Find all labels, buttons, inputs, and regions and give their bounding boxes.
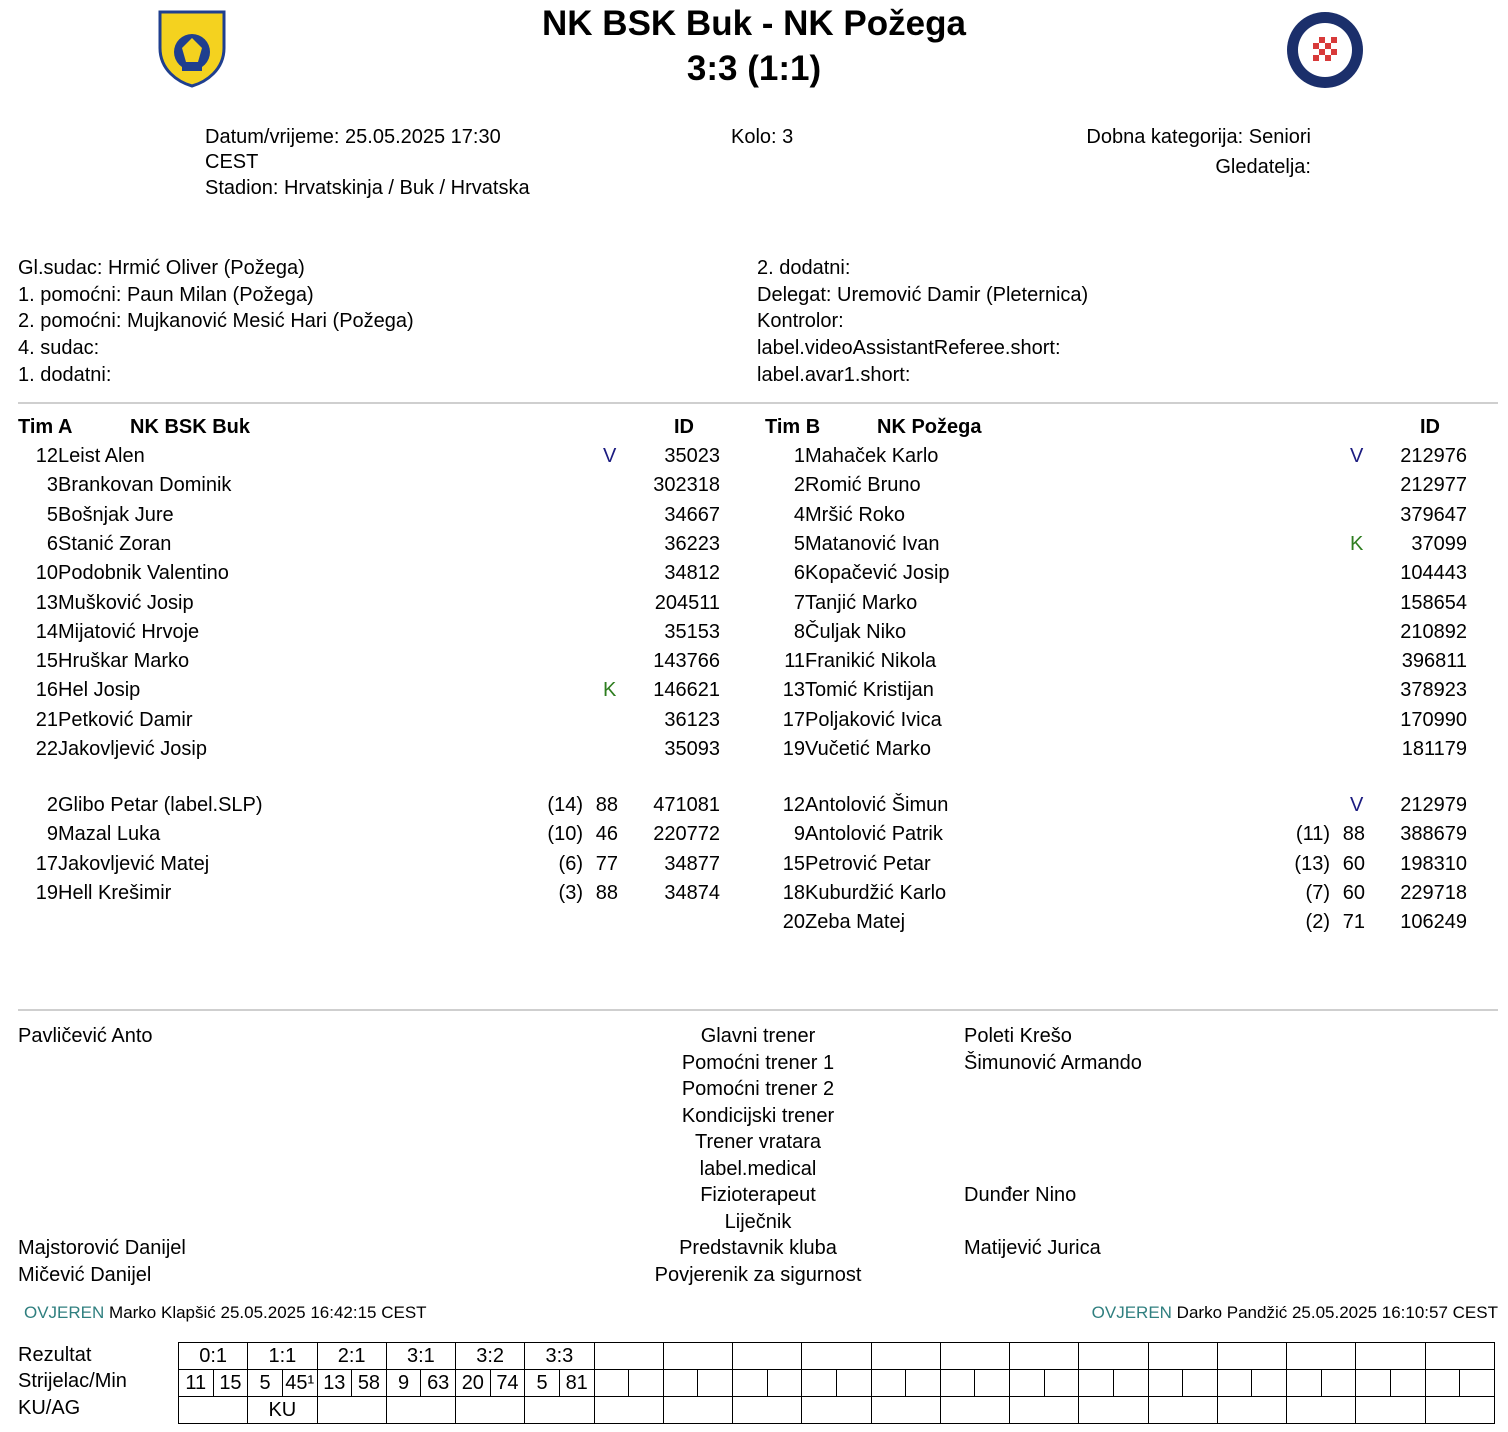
- sub-minute: 88: [595, 794, 618, 816]
- staff-role: Glavni trener: [700, 1025, 816, 1047]
- grid-label-result: Rezultat: [18, 1344, 92, 1366]
- ku-ag-cell: [871, 1397, 940, 1424]
- staff-role: Kondicijski trener: [681, 1104, 835, 1127]
- goal-minute-cell: 81: [559, 1370, 594, 1397]
- staff-role: Liječnik: [724, 1210, 792, 1233]
- officials-left: [18, 255, 414, 389]
- official-line: 1. pomoćni: Paun Milan (Požega): [18, 283, 314, 306]
- result-cell: [733, 1343, 802, 1370]
- player-number: 13: [782, 679, 805, 702]
- player-name: Poljaković Ivica: [805, 708, 942, 731]
- player-row: [18, 589, 738, 618]
- team-b-label: Tim B: [765, 416, 821, 438]
- player-row: [765, 501, 1485, 530]
- player-name: Franikić Nikola: [805, 650, 937, 673]
- player-row: [18, 442, 738, 471]
- player-number: 14: [35, 620, 58, 643]
- team-a-staff-member: Pavličević Anto: [18, 1025, 153, 1047]
- player-number: 18: [782, 881, 805, 904]
- player-row: [765, 735, 1485, 764]
- replaced-player: (7): [1305, 881, 1330, 904]
- sub-minute: 60: [1342, 881, 1365, 904]
- scorer-number-cell: [802, 1370, 837, 1397]
- officials-right: [757, 255, 1088, 389]
- player-row: [765, 471, 1485, 500]
- player-number: 7: [793, 591, 805, 614]
- replaced-player: (10): [547, 823, 583, 846]
- ku-ag-cell: [940, 1397, 1009, 1424]
- player-id: 181179: [1401, 738, 1467, 760]
- substitute-row: [18, 850, 738, 879]
- ku-ag-cell: [456, 1397, 525, 1424]
- player-row: [765, 618, 1485, 647]
- player-row: [18, 706, 738, 735]
- player-name: Kuburdžić Karlo: [805, 881, 947, 904]
- player-number: 15: [782, 852, 805, 875]
- player-id: 158654: [1400, 591, 1467, 614]
- ku-ag-cell: [1356, 1397, 1425, 1424]
- result-cell: [1010, 1343, 1079, 1370]
- replaced-player: (6): [558, 852, 583, 875]
- player-name: Brankovan Dominik: [58, 474, 232, 497]
- player-row: [765, 647, 1485, 676]
- staff-role: label.medical: [699, 1157, 817, 1180]
- player-name: Glibo Petar (label.SLP): [58, 794, 263, 816]
- ku-ag-row: [179, 1397, 1495, 1424]
- player-row: [765, 442, 1485, 471]
- verified-by: Darko Pandžić 25.05.2025 16:10:57 CEST: [1176, 1303, 1498, 1322]
- player-name: Kopačević Josip: [805, 562, 950, 585]
- ku-ag-cell: [1217, 1397, 1286, 1424]
- team-a-label: Tim A: [18, 416, 73, 438]
- verified-status: OVJEREN: [1091, 1303, 1172, 1322]
- team-b-staff-member: Poleti Krešo: [964, 1025, 1072, 1047]
- player-id: 229718: [1400, 881, 1467, 904]
- player-name: Matanović Ivan: [805, 532, 940, 555]
- scorer-number-cell: [871, 1370, 906, 1397]
- ku-ag-cell: [733, 1397, 802, 1424]
- player-number: 20: [782, 911, 805, 934]
- player-number: 15: [35, 650, 58, 673]
- staff-role: Fizioterapeut: [700, 1184, 816, 1206]
- player-name: Leist Alen: [58, 445, 145, 467]
- player-number: 12: [782, 794, 805, 816]
- ku-ag-cell: [179, 1397, 248, 1424]
- player-id: 143766: [653, 650, 720, 673]
- player-id: 388679: [1400, 823, 1467, 846]
- player-number: 9: [46, 823, 58, 846]
- goal-minute-cell: 45¹: [282, 1370, 317, 1397]
- player-row: [18, 676, 738, 705]
- player-id: 34667: [664, 503, 720, 526]
- player-number: 16: [35, 679, 58, 702]
- player-number: 19: [782, 738, 805, 760]
- ku-ag-cell: [663, 1397, 732, 1424]
- goal-minute-cell: [1390, 1370, 1425, 1397]
- player-name: Jakovljević Matej: [58, 852, 210, 875]
- player-number: 9: [793, 823, 805, 846]
- player-row: [18, 735, 738, 764]
- player-row: [765, 676, 1485, 705]
- player-name: Hel Josip: [58, 679, 141, 702]
- team-b-staff-member: Šimunović Armando: [964, 1051, 1142, 1074]
- goal-minute-cell: 15: [213, 1370, 248, 1397]
- player-name: Bošnjak Jure: [58, 503, 174, 526]
- player-name: Hell Krešimir: [58, 881, 172, 904]
- scorer-number-cell: [733, 1370, 768, 1397]
- ku-ag-cell: [317, 1397, 386, 1424]
- match-score: 3:3 (1:1): [686, 49, 822, 88]
- player-id: 210892: [1400, 620, 1467, 643]
- verification-right: [1092, 1303, 1498, 1323]
- official-line: 2. dodatni:: [757, 257, 851, 279]
- staff-role: Trener vratara: [695, 1131, 821, 1153]
- player-row: [18, 471, 738, 500]
- player-id: 104443: [1400, 562, 1467, 585]
- goal-minute-cell: [1113, 1370, 1148, 1397]
- player-number: 12: [35, 445, 58, 467]
- substitute-row: [765, 820, 1485, 849]
- goalkeeper-tag: V: [1350, 445, 1364, 467]
- player-name: Petković Damir: [58, 708, 193, 731]
- team-a-name: NK BSK Buk: [130, 416, 251, 438]
- ku-ag-cell: [1287, 1397, 1356, 1424]
- player-id: 212976: [1400, 445, 1467, 467]
- player-row: [18, 530, 738, 559]
- result-cell: [1148, 1343, 1217, 1370]
- substitute-row: [765, 850, 1485, 879]
- player-id: 37099: [1411, 532, 1467, 555]
- ku-ag-cell: [525, 1397, 594, 1424]
- goal-minute-cell: [629, 1370, 664, 1397]
- player-id: 106249: [1400, 911, 1467, 934]
- match-round: Kolo: 3: [731, 126, 794, 148]
- result-cell: 2:1: [317, 1343, 386, 1370]
- divider: [18, 402, 1498, 404]
- result-cell: [1356, 1343, 1425, 1370]
- substitute-row: [18, 820, 738, 849]
- staff-role: Predstavnik kluba: [679, 1237, 837, 1259]
- score-grid: [178, 1342, 1495, 1424]
- sub-minute: 77: [595, 852, 618, 875]
- player-row: [18, 559, 738, 588]
- scorer-number-cell: 20: [456, 1370, 491, 1397]
- scorer-number-cell: 11: [179, 1370, 214, 1397]
- grid-label-kuag: KU/AG: [18, 1397, 81, 1419]
- result-cell: [1079, 1343, 1148, 1370]
- sub-minute: 88: [1342, 823, 1365, 846]
- player-number: 13: [35, 591, 58, 614]
- scorer-number-cell: [663, 1370, 698, 1397]
- ku-ag-cell: [1148, 1397, 1217, 1424]
- staff-role: Pomoćni trener 1: [681, 1051, 835, 1074]
- sub-minute: 71: [1342, 911, 1365, 934]
- player-id: 379647: [1400, 503, 1467, 526]
- team-a-staff-member: Majstorović Danijel: [18, 1237, 186, 1259]
- player-id: 220772: [653, 823, 720, 846]
- player-name: Podobnik Valentino: [58, 562, 229, 585]
- goal-minute-cell: [1460, 1370, 1495, 1397]
- player-id: 34877: [664, 852, 720, 875]
- player-name: Antolović Patrik: [805, 823, 943, 846]
- scorer-number-cell: 5: [525, 1370, 560, 1397]
- replaced-player: (11): [1295, 823, 1330, 846]
- ku-ag-cell: [1425, 1397, 1494, 1424]
- scorer-number-cell: [940, 1370, 975, 1397]
- official-line: label.avar1.short:: [757, 363, 911, 386]
- verified-by: Marko Klapšić 25.05.2025 16:42:15 CEST: [109, 1303, 427, 1322]
- goal-minute-cell: [906, 1370, 941, 1397]
- scorer-number-cell: [1079, 1370, 1114, 1397]
- substitute-row: [765, 791, 1485, 820]
- scorer-number-cell: [1356, 1370, 1391, 1397]
- player-id: 212977: [1400, 474, 1467, 497]
- player-id: 35153: [664, 620, 720, 643]
- staff-role: Pomoćni trener 2: [681, 1078, 835, 1100]
- replaced-player: (14): [547, 794, 583, 816]
- player-id: 302318: [653, 474, 720, 497]
- official-line: 4. sudac:: [18, 337, 100, 360]
- goalkeeper-tag: V: [1350, 794, 1364, 816]
- spectators: Gledatelja:: [1215, 156, 1311, 178]
- player-row: [765, 559, 1485, 588]
- sub-minute: 46: [595, 823, 618, 846]
- result-cell: 3:3: [525, 1343, 594, 1370]
- player-number: 19: [35, 881, 58, 904]
- player-number: 4: [793, 503, 805, 526]
- match-title: NK BSK Buk - NK Požega: [542, 4, 966, 43]
- player-id: 36123: [664, 708, 720, 731]
- player-number: 5: [793, 532, 805, 555]
- player-id: 34874: [664, 881, 720, 904]
- verified-status: OVJEREN: [24, 1303, 105, 1322]
- goal-minute-cell: [1321, 1370, 1356, 1397]
- official-line: Kontrolor:: [757, 310, 844, 333]
- player-number: 17: [782, 708, 805, 731]
- scorer-row: [179, 1370, 1495, 1397]
- goal-minute-cell: 74: [490, 1370, 525, 1397]
- replaced-player: (3): [558, 881, 583, 904]
- scorer-number-cell: [1148, 1370, 1183, 1397]
- player-number: 11: [784, 650, 805, 673]
- player-number: 1: [793, 445, 805, 467]
- player-row: [765, 589, 1485, 618]
- player-name: Tanjić Marko: [805, 591, 918, 614]
- result-cell: [594, 1343, 663, 1370]
- player-number: 21: [35, 708, 58, 731]
- result-cell: [871, 1343, 940, 1370]
- player-number: 8: [793, 620, 805, 643]
- team-a-id-header: ID: [674, 416, 694, 438]
- goal-minute-cell: [975, 1370, 1010, 1397]
- replaced-player: (2): [1305, 911, 1330, 934]
- player-name: Jakovljević Josip: [58, 738, 207, 760]
- player-name: Stanić Zoran: [58, 532, 172, 555]
- player-number: 3: [46, 474, 58, 497]
- official-line: label.videoAssistantReferee.short:: [757, 337, 1061, 360]
- result-cell: [1425, 1343, 1494, 1370]
- scorer-number-cell: [1425, 1370, 1460, 1397]
- goal-minute-cell: 58: [352, 1370, 387, 1397]
- player-id: 35023: [664, 445, 720, 467]
- player-row: [765, 706, 1485, 735]
- ku-ag-cell: [1079, 1397, 1148, 1424]
- official-line: Delegat: Uremović Damir (Pleternica): [757, 283, 1089, 306]
- substitute-row: [18, 791, 738, 820]
- ku-ag-cell: [386, 1397, 455, 1424]
- player-name: Romić Bruno: [805, 474, 921, 497]
- official-line: Gl.sudac: Hrmić Oliver (Požega): [18, 257, 305, 279]
- goal-minute-cell: [1183, 1370, 1218, 1397]
- goal-minute-cell: [1252, 1370, 1287, 1397]
- scorer-number-cell: [1287, 1370, 1322, 1397]
- player-id: 212979: [1400, 794, 1467, 816]
- official-line: 1. dodatni:: [18, 363, 112, 386]
- goal-minute-cell: [698, 1370, 733, 1397]
- player-id: 146621: [653, 679, 720, 702]
- staff-role: Povjerenik za sigurnost: [654, 1263, 862, 1286]
- substitute-row: [18, 879, 738, 908]
- player-name: Čuljak Niko: [805, 620, 907, 643]
- substitute-row: [765, 908, 1485, 937]
- player-id: 36223: [664, 532, 720, 555]
- player-name: Antolović Šimun: [805, 794, 949, 816]
- result-cell: [940, 1343, 1009, 1370]
- result-cell: 0:1: [179, 1343, 248, 1370]
- player-name: Mijatović Hrvoje: [58, 620, 200, 643]
- official-line: 2. pomoćni: Mujkanović Mesić Hari (Požega): [18, 310, 414, 333]
- player-id: 170990: [1400, 708, 1467, 731]
- player-row: [18, 618, 738, 647]
- player-row: [18, 501, 738, 530]
- goal-minute-cell: 63: [421, 1370, 456, 1397]
- captain-tag: K: [603, 679, 617, 702]
- player-name: Mahaček Karlo: [805, 445, 939, 467]
- player-number: 17: [35, 852, 58, 875]
- player-id: 204511: [654, 591, 720, 614]
- player-id: 378923: [1400, 679, 1467, 702]
- age-category: Dobna kategorija: Seniori: [1086, 126, 1311, 148]
- player-name: Tomić Kristijan: [805, 679, 934, 702]
- match-stadium: Stadion: Hrvatskinja / Buk / Hrvatska: [205, 177, 530, 199]
- result-row: [179, 1343, 1495, 1370]
- player-id: 198310: [1400, 852, 1467, 875]
- player-number: 22: [35, 738, 58, 760]
- player-number: 6: [793, 562, 805, 585]
- player-number: 10: [35, 562, 58, 585]
- player-number: 5: [46, 503, 58, 526]
- result-cell: [802, 1343, 871, 1370]
- scorer-number-cell: 9: [386, 1370, 421, 1397]
- ku-ag-cell: [802, 1397, 871, 1424]
- captain-tag: K: [1350, 532, 1364, 555]
- player-id: 396811: [1401, 650, 1467, 673]
- goal-minute-cell: [1044, 1370, 1079, 1397]
- team-b-staff-member: Matijević Jurica: [964, 1237, 1101, 1259]
- divider: [18, 1009, 1498, 1011]
- player-name: Hruškar Marko: [58, 650, 190, 673]
- sub-minute: 60: [1342, 852, 1365, 875]
- replaced-player: (13): [1294, 852, 1330, 875]
- scorer-number-cell: 5: [248, 1370, 283, 1397]
- verification-left: [24, 1303, 427, 1323]
- goal-minute-cell: [767, 1370, 802, 1397]
- match-datetime: Datum/vrijeme: 25.05.2025 17:30: [205, 126, 501, 148]
- player-number: 6: [46, 532, 58, 555]
- scorer-number-cell: 13: [317, 1370, 352, 1397]
- player-number: 2: [793, 474, 805, 497]
- player-number: 2: [46, 794, 58, 816]
- player-id: 34812: [664, 562, 720, 585]
- player-row: [18, 647, 738, 676]
- player-id: 471081: [653, 794, 720, 816]
- scorer-number-cell: [1010, 1370, 1045, 1397]
- player-name: Vučetić Marko: [805, 738, 931, 760]
- sub-minute: 88: [595, 881, 618, 904]
- player-id: 35093: [664, 738, 720, 760]
- team-a-staff-member: Mičević Danijel: [18, 1263, 152, 1286]
- result-cell: [663, 1343, 732, 1370]
- player-name: Mazal Luka: [58, 823, 161, 846]
- ku-ag-cell: KU: [248, 1397, 317, 1424]
- result-cell: 3:1: [386, 1343, 455, 1370]
- scorer-number-cell: [1217, 1370, 1252, 1397]
- result-cell: [1287, 1343, 1356, 1370]
- grid-label-scorer: Strijelac/Min: [18, 1370, 127, 1392]
- player-name: Zeba Matej: [805, 911, 906, 934]
- result-cell: 1:1: [248, 1343, 317, 1370]
- result-cell: 3:2: [456, 1343, 525, 1370]
- goalkeeper-tag: V: [603, 445, 617, 467]
- team-b-name: NK Požega: [877, 416, 982, 438]
- ku-ag-cell: [1010, 1397, 1079, 1424]
- player-name: Mršić Roko: [805, 503, 906, 526]
- result-cell: [1217, 1343, 1286, 1370]
- player-name: Mušković Josip: [58, 591, 194, 614]
- goal-minute-cell: [836, 1370, 871, 1397]
- substitute-row: [765, 879, 1485, 908]
- player-row: [765, 530, 1485, 559]
- team-b-staff-member: Dunđer Nino: [964, 1184, 1077, 1206]
- scorer-number-cell: [594, 1370, 629, 1397]
- match-timezone: CEST: [205, 151, 259, 173]
- ku-ag-cell: [594, 1397, 663, 1424]
- team-b-id-header: ID: [1420, 416, 1440, 438]
- player-name: Petrović Petar: [805, 852, 931, 875]
